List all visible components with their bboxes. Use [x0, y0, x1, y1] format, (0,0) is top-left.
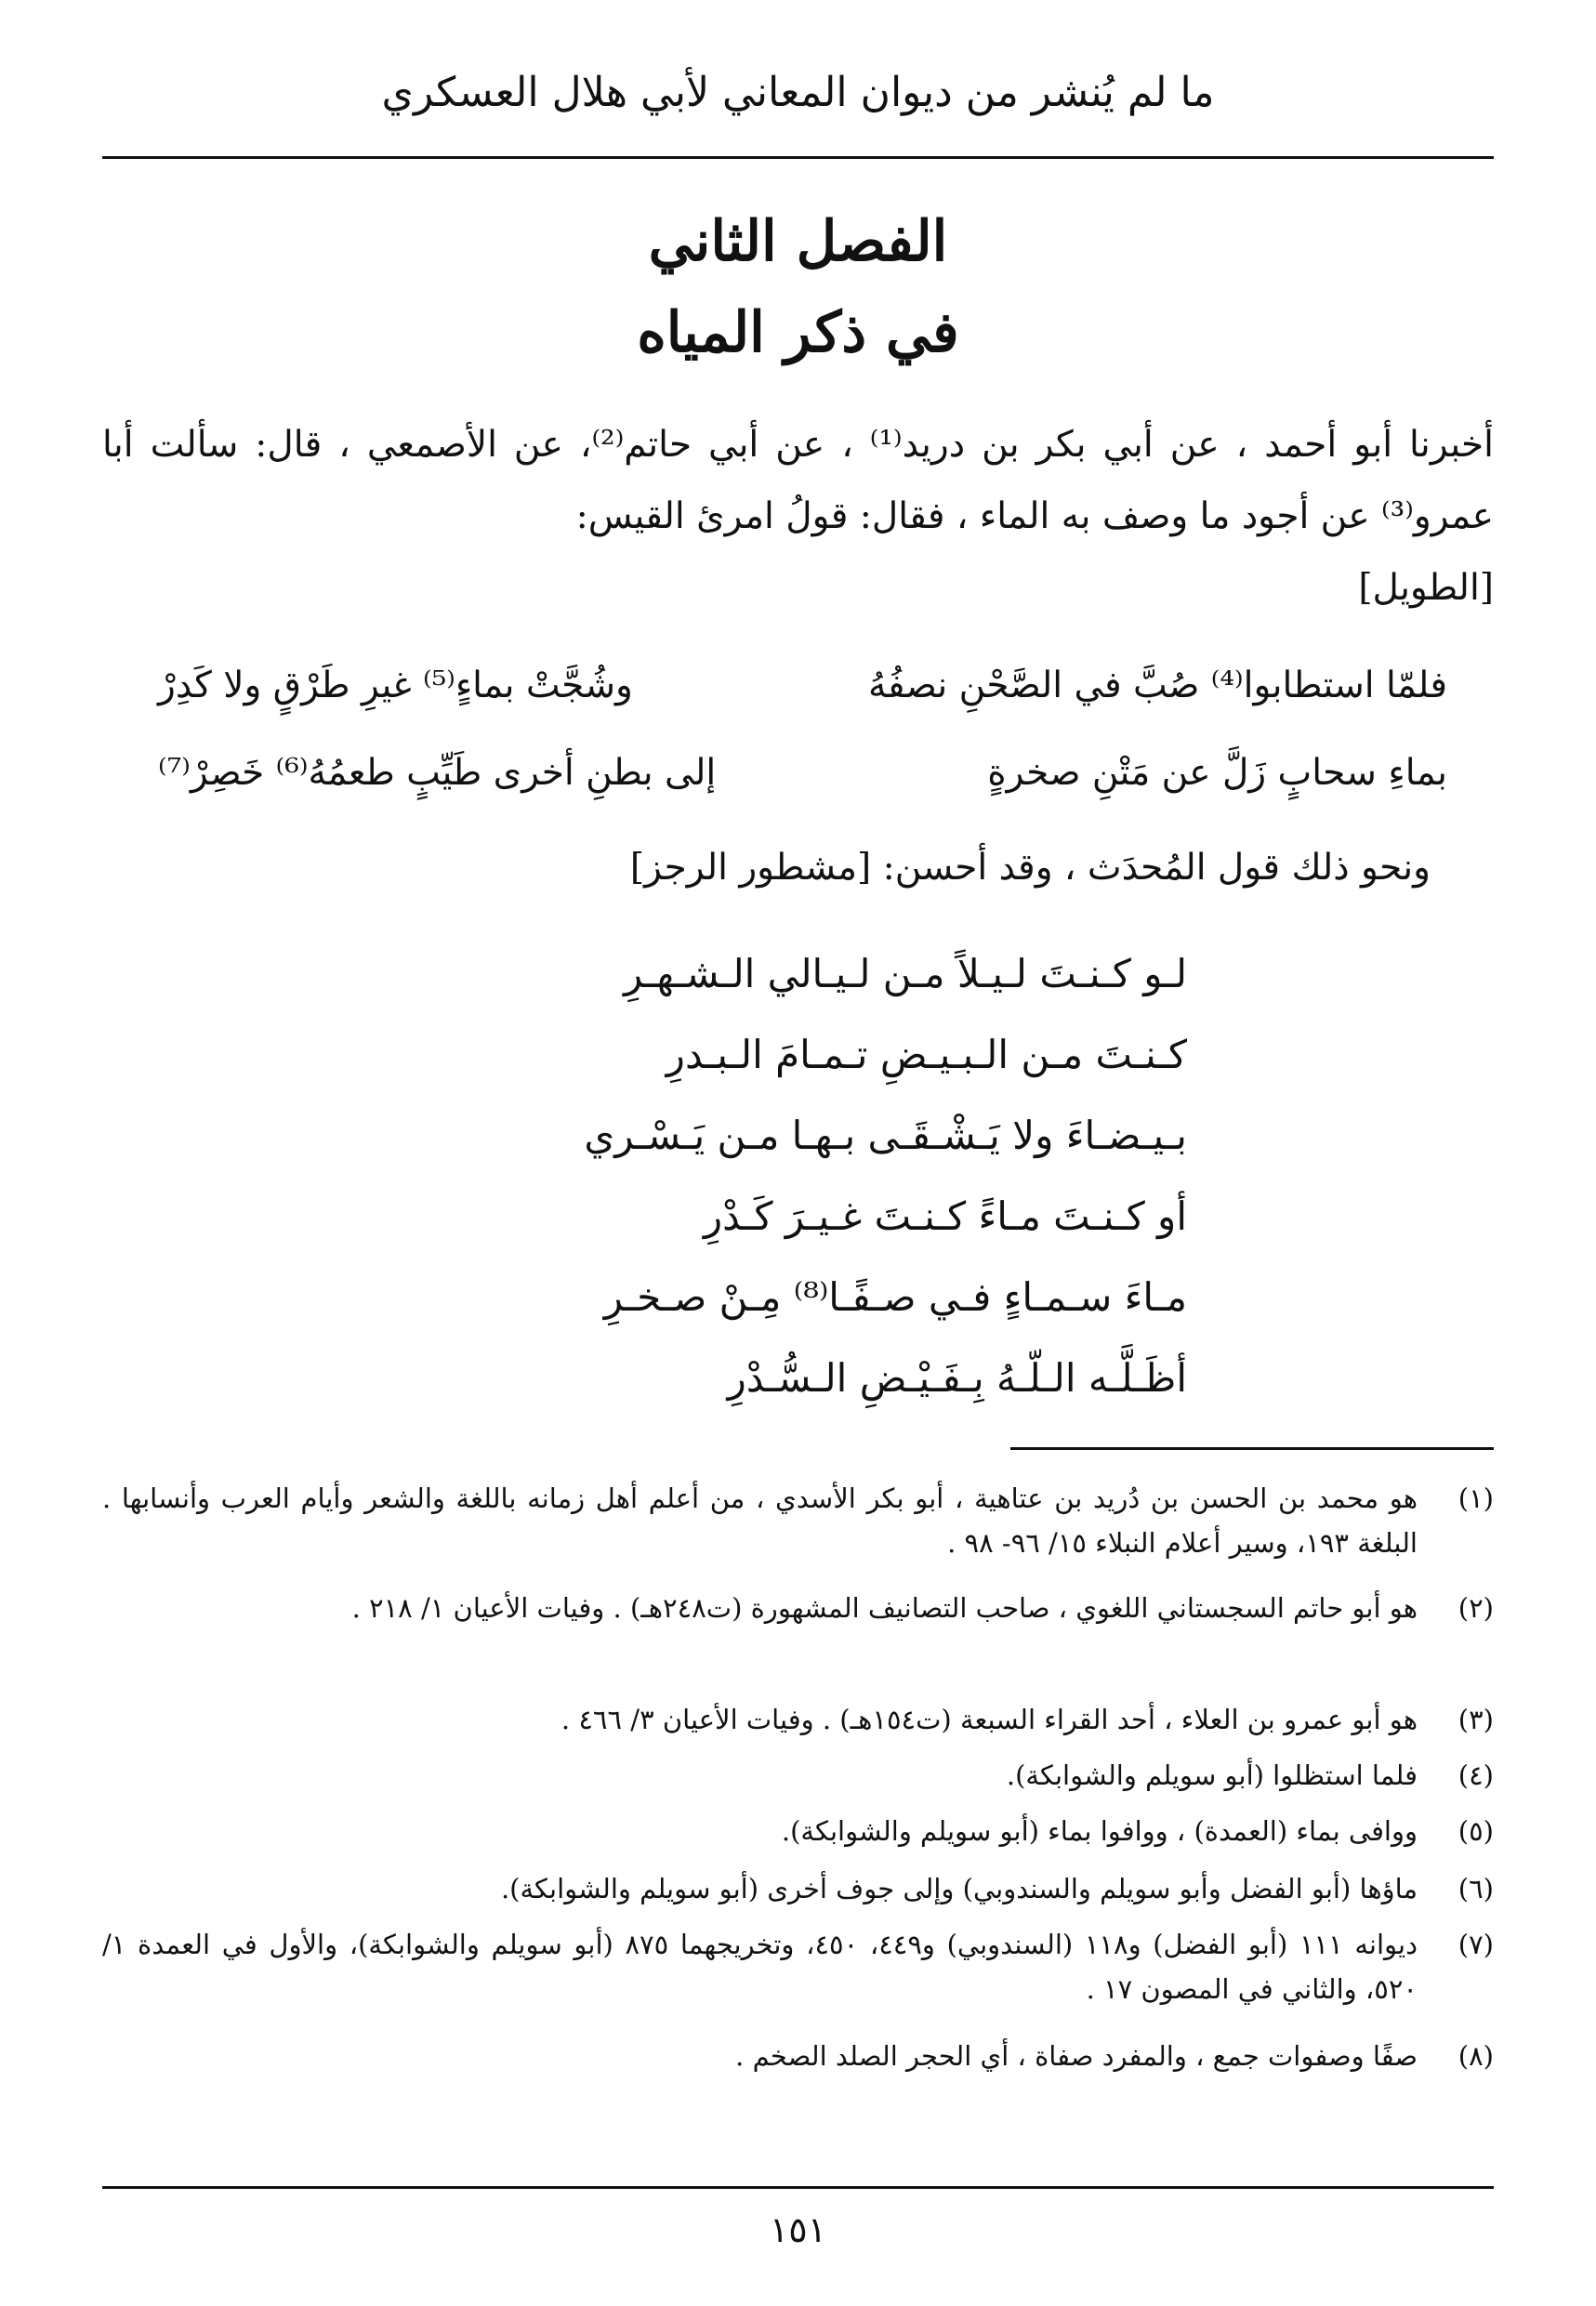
- footnote-text: هو أبو عمرو بن العلاء ، أحد القراء السبعة (ت١٥٤هـ) . وفيات الأعيان ٣/ ٤٦٦ .: [561, 1704, 1418, 1735]
- footnote-8: [102, 2034, 1494, 2078]
- chapter-subtitle: في ذكر المياه: [637, 300, 959, 365]
- running-header: ما لم يُنشر من ديوان المعاني لأبي هلال العسكري: [381, 69, 1215, 116]
- footnote-number: (٨): [1458, 2040, 1494, 2072]
- footnote-text: صفًا وصفوات جمع ، والمفرد صفاة ، أي الحجر الصلد الصخم .: [735, 2040, 1418, 2072]
- chapter-title: الفصل الثاني: [648, 209, 948, 274]
- footnote-4: [102, 1753, 1494, 1798]
- couplet-2-first: بماءِ سحابٍ زَلَّ عن مَتْنِ صخرةٍ: [987, 752, 1447, 794]
- rajaz-line: مـاءَ سـمـاءٍ فـي صـفًـا⁽⁸⁾ مِـنْ صـخـرِ: [603, 1274, 1187, 1320]
- footnote-7: [102, 1922, 1494, 2011]
- couplet-2-second: إلى بطنِ أخرى طَيِّبٍ طعمُهُ⁽⁶⁾ خَصِرْ⁽⁷⁾: [158, 752, 717, 794]
- header-rule: [102, 156, 1494, 159]
- rajaz-line: كـنـتَ مـن الـبـيـضِ تـمـامَ الـبـدرِ: [666, 1032, 1187, 1077]
- footnote-number: (٥): [1458, 1815, 1494, 1847]
- couplet-1-first: فلمّا استطابوا⁽⁴⁾ صُبَّ في الصَّحْنِ نصفُهُ: [867, 665, 1447, 706]
- transition-text: ونحو ذلك قول المُحدَث ، وقد أحسن:: [882, 847, 1431, 889]
- footnote-number: (٧): [1458, 1929, 1494, 1960]
- footnote-text: هو أبو حاتم السجستاني اللغوي ، صاحب التصانيف المشهورة (ت٢٤٨هـ) . وفيات الأعيان ١/ ٢١٨ .: [351, 1592, 1418, 1624]
- footnote-6: [102, 1866, 1494, 1911]
- footnote-number: (٤): [1458, 1759, 1494, 1791]
- footnote-text: ماؤها (أبو الفضل وأبو سويلم والسندوبي) وإلى جوف أخرى (أبو سويلم والشوابكة).: [500, 1873, 1418, 1904]
- footnote-text: هو محمد بن الحسن بن دُريد بن عتاهية ، أبو بكر الأسدي ، من أعلم أهل زمانه باللغة والشعر وأيام العرب وأنسابها . البلغة ١٩٣، وسير أعلام النبلاء ١٥/ ٩٦- ٩٨ .: [102, 1482, 1418, 1559]
- transition-meter: [مشطور الرجز]: [629, 847, 872, 889]
- footer-rule: [102, 2186, 1494, 2189]
- footnote-text: فلما استظلوا (أبو سويلم والشوابكة).: [1006, 1759, 1418, 1791]
- intro-meter: [الطويل]: [1358, 567, 1494, 609]
- footnote-number: (٦): [1458, 1873, 1494, 1904]
- footnote-1: [102, 1476, 1494, 1565]
- footnote-3: [102, 1697, 1494, 1742]
- footnote-text: ديوانه ١١١ (أبو الفضل) و١١٨ (السندوبي) و٤٤٩، ٤٥٠، وتخريجهما ٨٧٥ (أبو سويلم والشوابكة)، والأول في العمدة ١/ ٥٢٠، والثاني في المصون ١٧ .: [102, 1929, 1418, 2005]
- rajaz-line: بـيـضـاءَ ولا يَـشْـقَـى بـهـا مـن يَـسْـري: [584, 1113, 1187, 1158]
- transition-line: [630, 844, 1431, 892]
- rajaz-line: أو كـنـتَ مـاءً كـنـتَ غـيـرَ كَـدْرِ: [703, 1193, 1187, 1239]
- page-number: ١٥١: [769, 2209, 827, 2250]
- footnote-5: [102, 1809, 1494, 1853]
- rajaz-line: أظَـلَّـه الـلّـهُ بِـفَـيْـضِ الـسُّـدْرِ: [727, 1355, 1187, 1401]
- intro-paragraph: [102, 409, 1494, 624]
- footnote-number: (٣): [1458, 1704, 1494, 1735]
- rajaz-line: لـو كـنـتَ لـيـلاً مـن لـيـالي الـشـهـرِ: [623, 951, 1187, 996]
- footnote-number: (٢): [1458, 1592, 1494, 1624]
- footnote-number: (١): [1458, 1482, 1494, 1514]
- footnote-2: [102, 1586, 1494, 1630]
- footnote-text: ووافى بماء (العمدة) ، ووافوا بماء (أبو سويلم والشوابكة).: [781, 1815, 1418, 1847]
- couplet-1-second: وشُجَّتْ بماءٍ⁽⁵⁾ غيرِ طَرْقٍ ولا كَدِرْ: [158, 665, 633, 706]
- footnote-separator: [1010, 1447, 1494, 1450]
- intro-text: أخبرنا أبو أحمد ، عن أبي بكر بن دريد⁽¹⁾ ، عن أبي حاتم⁽²⁾، عن الأصمعي ، قال: سألت أبا عمرو⁽³⁾ عن أجود ما وصف به الماء ، فقال: قولُ امرئ القيس:: [102, 424, 1495, 537]
